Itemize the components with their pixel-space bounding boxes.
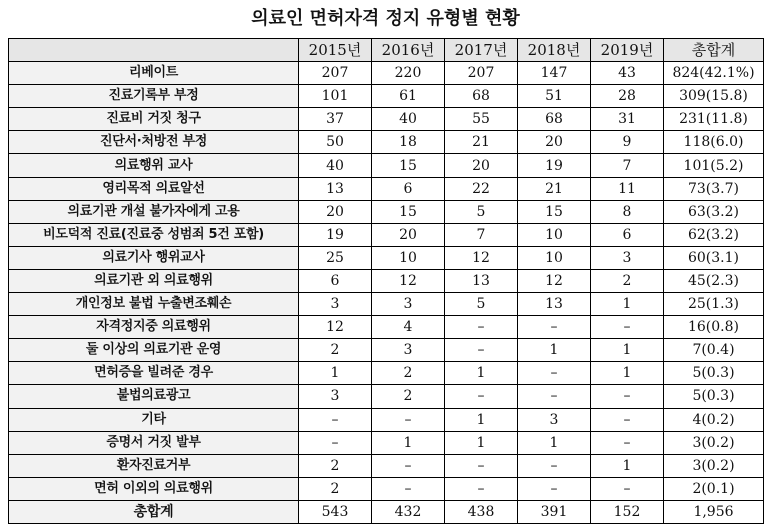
value-cell: 2 <box>299 339 372 362</box>
table-row <box>9 62 764 85</box>
total-cell: 824(42.1%) <box>664 62 764 85</box>
value-cell: 432 <box>372 500 445 523</box>
value-cell: 1 <box>372 431 445 454</box>
value-cell: – <box>445 477 518 500</box>
value-cell: 207 <box>445 62 518 85</box>
value-cell: – <box>445 316 518 339</box>
table-row <box>9 223 764 246</box>
value-cell: 43 <box>591 62 664 85</box>
value-cell: 15 <box>518 200 591 223</box>
value-cell: 6 <box>591 223 664 246</box>
table-row <box>9 293 764 316</box>
header-cell-blank <box>9 39 299 62</box>
row-label: 자격정지중 의료행위 <box>9 316 299 339</box>
value-cell: 31 <box>591 108 664 131</box>
value-cell: 28 <box>591 85 664 108</box>
value-cell: 40 <box>372 108 445 131</box>
header-cell-2018: 2018년 <box>518 39 591 62</box>
page-title: 의료인 면허자격 정지 유형별 현황 <box>251 8 520 29</box>
value-cell: 40 <box>299 154 372 177</box>
table-row <box>9 269 764 292</box>
value-cell: 13 <box>518 293 591 316</box>
total-cell: 1,956 <box>664 500 764 523</box>
total-cell: 45(2.3) <box>664 269 764 292</box>
table-row <box>9 454 764 477</box>
value-cell: 101 <box>299 85 372 108</box>
table-row <box>9 362 764 385</box>
total-cell: 101(5.2) <box>664 154 764 177</box>
table-row <box>9 246 764 269</box>
value-cell: 1 <box>591 362 664 385</box>
value-cell: 10 <box>518 246 591 269</box>
table-row <box>9 154 764 177</box>
total-cell: 3(0.2) <box>664 431 764 454</box>
table-row <box>9 108 764 131</box>
row-label: 개인정보 불법 누출변조훼손 <box>9 293 299 316</box>
value-cell: 3 <box>591 246 664 269</box>
row-label: 의료기관 개설 불가자에게 고용 <box>9 200 299 223</box>
header-cell-2015: 2015년 <box>299 39 372 62</box>
value-cell: – <box>445 339 518 362</box>
value-cell: 1 <box>518 339 591 362</box>
value-cell: 152 <box>591 500 664 523</box>
row-label: 의료기사 행위교사 <box>9 246 299 269</box>
row-label: 의료기관 외 의료행위 <box>9 269 299 292</box>
total-cell: 5(0.3) <box>664 362 764 385</box>
row-label: 진료기록부 부정 <box>9 85 299 108</box>
value-cell: – <box>372 408 445 431</box>
value-cell: 7 <box>591 154 664 177</box>
value-cell: 5 <box>445 293 518 316</box>
total-cell: 3(0.2) <box>664 454 764 477</box>
row-label: 진료비 거짓 청구 <box>9 108 299 131</box>
value-cell: 5 <box>445 200 518 223</box>
row-label: 불법의료광고 <box>9 385 299 408</box>
value-cell: 438 <box>445 500 518 523</box>
value-cell: 1 <box>445 408 518 431</box>
value-cell: 1 <box>445 362 518 385</box>
value-cell: 25 <box>299 246 372 269</box>
row-label: 의료행위 교사 <box>9 154 299 177</box>
value-cell: 1 <box>445 431 518 454</box>
total-row <box>9 500 764 523</box>
value-cell: 18 <box>372 131 445 154</box>
table-row <box>9 385 764 408</box>
value-cell: – <box>591 431 664 454</box>
table-row <box>9 200 764 223</box>
table-row <box>9 431 764 454</box>
value-cell: 19 <box>299 223 372 246</box>
value-cell: 50 <box>299 131 372 154</box>
header-cell-2016: 2016년 <box>372 39 445 62</box>
table-row <box>9 131 764 154</box>
value-cell: 12 <box>372 269 445 292</box>
value-cell: 220 <box>372 62 445 85</box>
total-cell: 118(6.0) <box>664 131 764 154</box>
table-row <box>9 177 764 200</box>
header-cell-total: 총합계 <box>664 39 764 62</box>
value-cell: 61 <box>372 85 445 108</box>
header-row <box>9 39 764 62</box>
value-cell: – <box>591 408 664 431</box>
value-cell: 12 <box>518 269 591 292</box>
total-cell: 5(0.3) <box>664 385 764 408</box>
value-cell: 543 <box>299 500 372 523</box>
row-label: 둘 이상의 의료기관 운영 <box>9 339 299 362</box>
value-cell: – <box>445 385 518 408</box>
value-cell: 20 <box>445 154 518 177</box>
value-cell: 7 <box>445 223 518 246</box>
value-cell: 21 <box>518 177 591 200</box>
row-label: 환자진료거부 <box>9 454 299 477</box>
total-cell: 63(3.2) <box>664 200 764 223</box>
value-cell: 1 <box>299 362 372 385</box>
total-cell: 231(11.8) <box>664 108 764 131</box>
total-cell: 60(3.1) <box>664 246 764 269</box>
row-label: 면허 이외의 의료행위 <box>9 477 299 500</box>
value-cell: 2 <box>591 269 664 292</box>
value-cell: 3 <box>299 293 372 316</box>
value-cell: 55 <box>445 108 518 131</box>
row-label: 비도덕적 진료(진료중 성범죄 5건 포함) <box>9 223 299 246</box>
value-cell: 10 <box>518 223 591 246</box>
value-cell: 12 <box>299 316 372 339</box>
value-cell: 3 <box>518 408 591 431</box>
table-row <box>9 85 764 108</box>
value-cell: – <box>518 385 591 408</box>
value-cell: – <box>299 408 372 431</box>
value-cell: – <box>518 316 591 339</box>
total-cell: 73(3.7) <box>664 177 764 200</box>
value-cell: 15 <box>372 200 445 223</box>
value-cell: 207 <box>299 62 372 85</box>
total-cell: 2(0.1) <box>664 477 764 500</box>
value-cell: 68 <box>518 108 591 131</box>
value-cell: 3 <box>372 293 445 316</box>
value-cell: 15 <box>372 154 445 177</box>
value-cell: 1 <box>518 431 591 454</box>
value-cell: 20 <box>299 200 372 223</box>
table-row <box>9 408 764 431</box>
table-row <box>9 339 764 362</box>
value-cell: 1 <box>591 454 664 477</box>
value-cell: 19 <box>518 154 591 177</box>
value-cell: 4 <box>372 316 445 339</box>
header-cell-2019: 2019년 <box>591 39 664 62</box>
value-cell: 6 <box>372 177 445 200</box>
value-cell: – <box>591 477 664 500</box>
value-cell: 22 <box>445 177 518 200</box>
value-cell: 20 <box>372 223 445 246</box>
value-cell: – <box>372 477 445 500</box>
value-cell: 3 <box>372 339 445 362</box>
table-row <box>9 316 764 339</box>
value-cell: 21 <box>445 131 518 154</box>
value-cell: 147 <box>518 62 591 85</box>
value-cell: – <box>591 385 664 408</box>
header-cell-2017: 2017년 <box>445 39 518 62</box>
value-cell: 37 <box>299 108 372 131</box>
value-cell: 11 <box>591 177 664 200</box>
row-label: 기타 <box>9 408 299 431</box>
value-cell: 2 <box>372 362 445 385</box>
value-cell: 3 <box>299 385 372 408</box>
total-cell: 16(0.8) <box>664 316 764 339</box>
row-label: 리베이트 <box>9 62 299 85</box>
value-cell: 391 <box>518 500 591 523</box>
value-cell: 8 <box>591 200 664 223</box>
row-label: 총합계 <box>9 500 299 523</box>
total-cell: 309(15.8) <box>664 85 764 108</box>
value-cell: 2 <box>299 454 372 477</box>
value-cell: 1 <box>591 293 664 316</box>
value-cell: 20 <box>518 131 591 154</box>
total-cell: 25(1.3) <box>664 293 764 316</box>
row-label: 증명서 거짓 발부 <box>9 431 299 454</box>
value-cell: – <box>518 477 591 500</box>
license-suspension-table <box>8 38 764 524</box>
value-cell: – <box>591 316 664 339</box>
value-cell: – <box>518 454 591 477</box>
value-cell: 68 <box>445 85 518 108</box>
value-cell: 13 <box>445 269 518 292</box>
value-cell: 9 <box>591 131 664 154</box>
total-cell: 4(0.2) <box>664 408 764 431</box>
row-label: 면허증을 빌려준 경우 <box>9 362 299 385</box>
value-cell: 13 <box>299 177 372 200</box>
value-cell: 12 <box>445 246 518 269</box>
total-cell: 62(3.2) <box>664 223 764 246</box>
value-cell: 6 <box>299 269 372 292</box>
value-cell: 2 <box>299 477 372 500</box>
value-cell: 1 <box>591 339 664 362</box>
total-cell: 7(0.4) <box>664 339 764 362</box>
value-cell: – <box>518 362 591 385</box>
value-cell: 10 <box>372 246 445 269</box>
value-cell: – <box>445 454 518 477</box>
value-cell: – <box>372 454 445 477</box>
table-row <box>9 477 764 500</box>
row-label: 진단서·처방전 부정 <box>9 131 299 154</box>
value-cell: 2 <box>372 385 445 408</box>
row-label: 영리목적 의료알선 <box>9 177 299 200</box>
value-cell: 51 <box>518 85 591 108</box>
value-cell: – <box>299 431 372 454</box>
